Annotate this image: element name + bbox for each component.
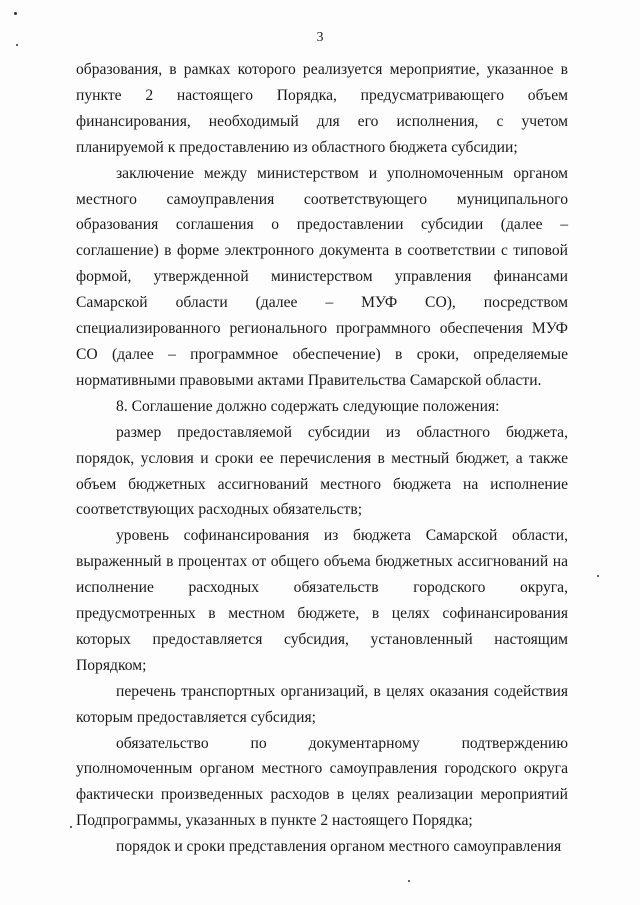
paragraph-subsidy-amount: размер предоставляемой субсидии из областного бюджета, порядок, условия и сроки ее перечисления в местный бюджет, а также объем бюджетных ассигнований местного бюджета на исполнение соответствующих расходных обязательств;	[76, 423, 568, 519]
page-number: 3	[316, 30, 324, 45]
scan-speck	[70, 826, 72, 828]
paragraph-agreement-conclusion: заключение между министерством и уполномоченным органом местного самоуправления соответствующего муниципального образования соглашения о предоставлении субсидии (далее – соглашение) в форме электронного документа в соответствии с типовой формой, утвержденной министерством управления финансами Самарской области (далее – МУФ СО), посредством специализированного регионального программного обеспечения МУФ СО (далее – программное обеспечение) в сроки, определяемые нормативными правовыми актами Правительства Самарской области.	[76, 164, 568, 389]
paragraph-documentary-confirmation: обязательство по документарному подтверждению уполномоченным органом местного самоуправления городского округа фактически произведенных расходов в целях реализации мероприятий Подпрограммы, указанных в пункте 2 настоящего Порядка;	[76, 734, 568, 830]
paragraph-reporting-procedure: порядок и сроки представления органом местного самоуправления	[116, 838, 562, 856]
scan-speck	[597, 575, 599, 577]
scan-speck	[14, 12, 17, 15]
paragraph-transport-organizations: перечень транспортных организаций, в целях оказания содействия которым предоставляется субсидия;	[76, 682, 568, 726]
paragraph-section-8-heading: 8. Соглашение должно содержать следующие положения:	[116, 397, 500, 415]
paragraph-continued: образования, в рамках которого реализуется мероприятие, указанное в пункте 2 настоящего Порядка, предусматривающего объем финансирования, необходимый для его исполнения, с учетом планируемой к предоставлению из областного бюджета субсидии;	[76, 61, 568, 156]
scan-speck	[408, 880, 410, 882]
document-body	[76, 57, 568, 860]
paragraph-cofinancing-level: уровень софинансирования из бюджета Самарской области, выраженный в процентах от общего объема бюджетных ассигнований на исполнение расходных обязательств городского округа, предусмотренных в местном бюджете, в целях софинансирования которых предоставляется субсидия, установленный настоящим Порядком;	[76, 527, 568, 674]
